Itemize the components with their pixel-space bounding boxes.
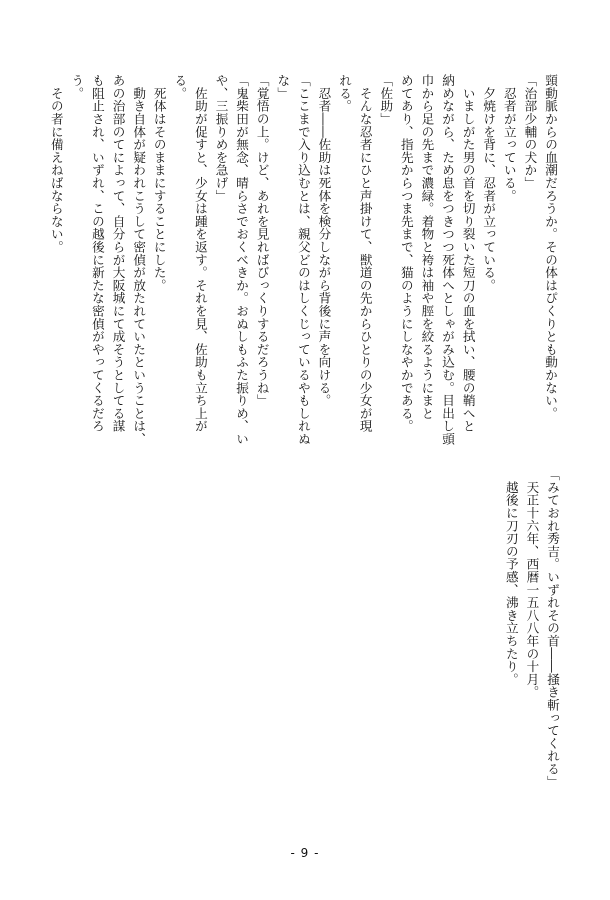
text-line: 巾から足の先まで濃緑。着物と袴は袖や脛を絞るようにまと — [419, 74, 435, 420]
text-line: 納めながら、ため息をつきつつ死体へとしゃがみ込む。目出し頭 — [440, 74, 456, 446]
text-line: 「覚悟の上。けど、あれを見ればびっくりするだろうね」 — [254, 74, 270, 407]
text-line: る。 — [172, 74, 188, 100]
text-line: 「鬼柴田が無念、晴らさでおくべきか。おぬしもふた振りめ、い — [234, 74, 250, 446]
text-line: 動き自体が疑われこうして密偵が放たれていたということは、 — [131, 74, 147, 446]
text-line: そんな忍者にひと声掛けて、獣道の先からひとりの少女が現 — [357, 74, 373, 433]
text-line: 「佐助」 — [378, 74, 394, 126]
text-line: 頸動脈からの血潮だろうか。その体はぴくりとも動かない。 — [543, 74, 558, 420]
text-line: 天正十六年、西暦一五八八年の十月。 — [524, 468, 540, 699]
text-line: う。 — [69, 74, 85, 100]
text-line: 「治部少輔の犬か」 — [522, 74, 538, 190]
text-line: な」 — [275, 74, 291, 100]
text-line: いましがた男の首を切り裂いた短刀の血を拭い、腰の鞘へと — [460, 74, 476, 433]
text-line: 死体はそのままにすることにした。 — [151, 74, 167, 292]
text-line: あの治部のてによって、自分らが大阪城にて成そうとしてる謀 — [110, 74, 126, 433]
page-number: - 9 - — [290, 846, 320, 860]
text-line: や、三振りめを急げ」 — [213, 74, 229, 202]
lower-text-block — [500, 468, 562, 798]
text-line: その者に備えねばならない。 — [48, 74, 64, 254]
text-line: 「みておれ秀吉。いずれその首――掻き斬ってくれる」 — [545, 468, 560, 788]
text-line: めてあり、指先からつま先まで、猫のようにしなやかである。 — [398, 74, 414, 433]
text-line: 夕焼けを背に、忍者が立っている。 — [481, 74, 497, 292]
upper-text-block — [45, 74, 560, 494]
text-line: 越後に刀刃の予感、沸き立ちたり。 — [503, 468, 519, 686]
text-line: 「ここまで入り込むとは、親父どのはしくじっているやもしれぬ — [295, 74, 311, 446]
text-line: 忍者が立っている。 — [501, 74, 517, 202]
text-line: 佐助が促すと、少女は踵を返す。それを見、佐助も立ち上が — [192, 74, 208, 433]
text-line: も阻止され、いずれ、この越後に新たな密偵がやってくるだろ — [89, 74, 105, 433]
text-line: 忍者――佐助は死体を検分しながら背後に声を向ける。 — [316, 74, 332, 407]
text-line: れる。 — [337, 74, 353, 113]
